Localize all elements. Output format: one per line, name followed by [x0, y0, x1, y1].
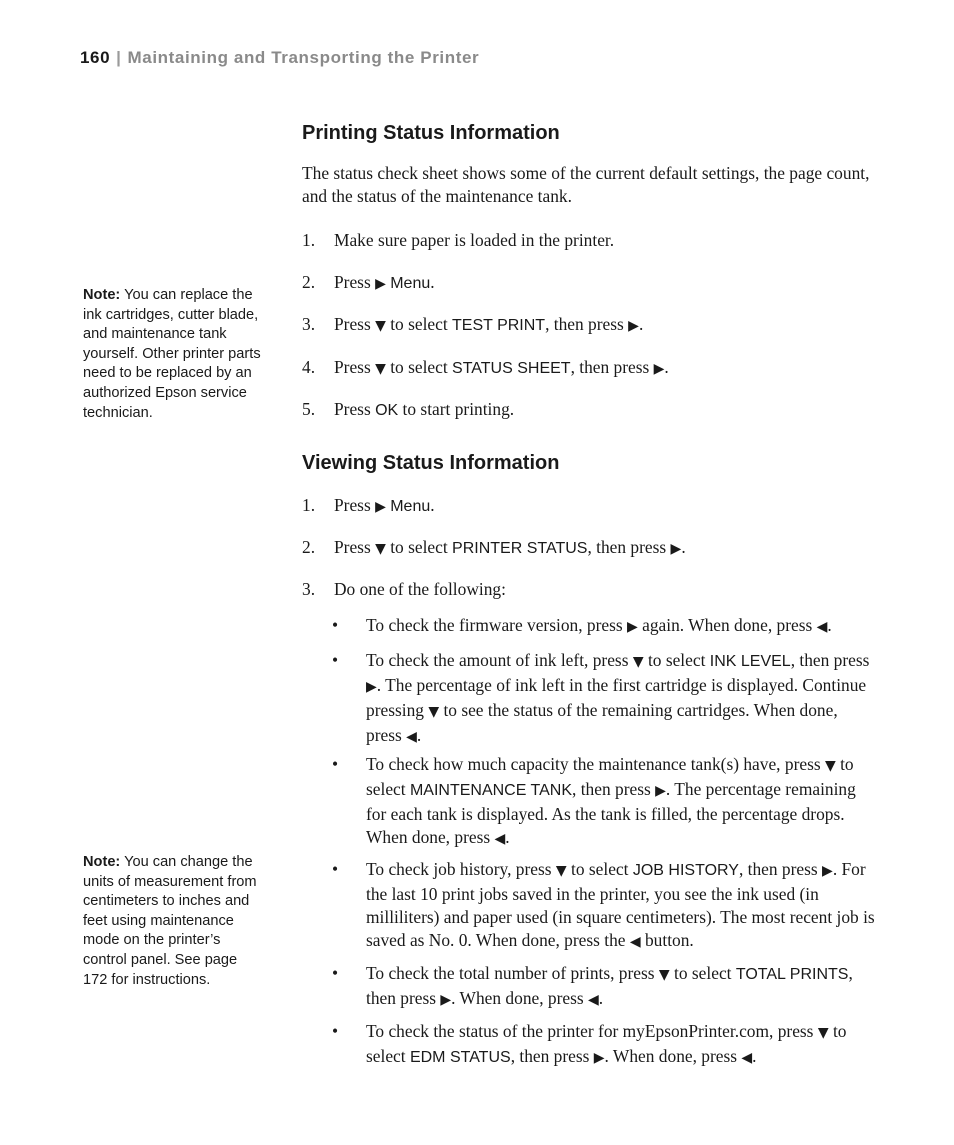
left-arrow-icon: ◀: [816, 619, 828, 635]
bullet-item: • To check the firmware version, press ▶ again. When done, press ◀.: [332, 615, 832, 635]
right-arrow-icon: ▶: [670, 541, 682, 557]
bullet-item: • To check the status of the printer for myEpsonPrinter.com, press ▼ to select EDM STATUS, then press ▶. When done, press ◀.: [332, 1021, 847, 1066]
bullet-icon: •: [332, 650, 339, 670]
right-arrow-icon: ▶: [822, 863, 833, 879]
step-item: 5. Press OK to start printing.: [302, 399, 515, 419]
right-arrow-icon: ▶: [593, 1050, 605, 1066]
step-item: 1. Press ▶ Menu.: [302, 495, 435, 515]
right-arrow-icon: ▶: [653, 361, 665, 377]
right-arrow-icon: ▶: [655, 783, 666, 799]
page-number: 160: [80, 48, 111, 67]
note-text: You can change the units of measurement from centimeters to inches and feet using maintenance mode on the printer’s control panel. See page 172 for instructions.: [83, 854, 257, 988]
side-note-1: [83, 286, 261, 423]
bullet-icon: •: [332, 859, 339, 879]
note-label: Note:: [83, 287, 121, 303]
right-arrow-icon: ▶: [628, 318, 639, 334]
running-header: [80, 48, 479, 68]
section-intro: The status check sheet shows some of the current default settings, the page count, and the status of the maintenance tank.: [302, 163, 870, 206]
left-arrow-icon: ◀: [588, 992, 599, 1008]
bullet-icon: •: [332, 1021, 339, 1041]
right-arrow-icon: ▶: [366, 679, 377, 695]
section-heading-printing-status: Printing Status Information: [302, 122, 560, 144]
bullet-item: • To check job history, press ▼ to select JOB HISTORY, then press ▶. For the last 10 print jobs saved in the printer, you see the ink used (in milliliters) and paper used (in square centimeters). The most recent job is saved as No. 0. When done, press the ◀ button.: [332, 859, 875, 950]
note-label: Note:: [83, 854, 121, 870]
bullet-item: • To check how much capacity the maintenance tank(s) have, press ▼ to select MAINTENANCE TANK, then press ▶. The percentage remaining for each tank is displayed. As the tank is filled, the percentage drops. When done, press ◀.: [332, 754, 856, 847]
down-arrow-icon: ▼: [824, 758, 836, 774]
header-separator: |: [116, 48, 122, 67]
bullet-icon: •: [332, 754, 339, 774]
step-item: 4. Press ▼ to select STATUS SHEET, then press ▶.: [302, 357, 669, 377]
bullet-item: • To check the total number of prints, press ▼ to select TOTAL PRINTS, then press ▶. When done, press ◀.: [332, 963, 853, 1008]
step-item: 3. Do one of the following:: [302, 579, 506, 599]
down-arrow-icon: ▼: [375, 318, 386, 334]
step-item: 3. Press ▼ to select TEST PRINT, then press ▶.: [302, 314, 644, 334]
down-arrow-icon: ▼: [375, 541, 386, 557]
left-arrow-icon: ◀: [629, 934, 641, 950]
right-arrow-icon: ▶: [375, 499, 386, 515]
side-note-2: [83, 853, 261, 990]
step-item: 2. Press ▶ Menu.: [302, 272, 435, 292]
step-item: 2. Press ▼ to select PRINTER STATUS, then press ▶.: [302, 537, 686, 557]
bullet-icon: •: [332, 615, 339, 635]
section-heading-viewing-status: Viewing Status Information: [302, 452, 560, 474]
down-arrow-icon: ▼: [375, 361, 386, 377]
bullet-icon: •: [332, 963, 339, 983]
chapter-title: Maintaining and Transporting the Printer: [127, 48, 480, 67]
left-arrow-icon: ◀: [494, 831, 506, 847]
left-arrow-icon: ◀: [406, 729, 417, 745]
down-arrow-icon: ▼: [658, 967, 670, 983]
bullet-item: • To check the amount of ink left, press ▼ to select INK LEVEL, then press ▶. The percentage of ink left in the first cartridge is displayed. Continue pressing ▼ to see the status of the remaining cartridges. When done, press ◀.: [332, 650, 870, 745]
right-arrow-icon: ▶: [627, 619, 638, 635]
down-arrow-icon: ▼: [555, 863, 567, 879]
down-arrow-icon: ▼: [817, 1025, 829, 1041]
right-arrow-icon: ▶: [440, 992, 452, 1008]
down-arrow-icon: ▼: [632, 654, 644, 670]
left-arrow-icon: ◀: [741, 1050, 753, 1066]
right-arrow-icon: ▶: [375, 276, 386, 292]
step-item: 1. Make sure paper is loaded in the printer.: [302, 230, 615, 250]
down-arrow-icon: ▼: [428, 704, 440, 720]
note-text: You can replace the ink cartridges, cutter blade, and maintenance tank yourself. Other printer parts need to be replaced by an authorized Epson service technician.: [83, 287, 261, 421]
